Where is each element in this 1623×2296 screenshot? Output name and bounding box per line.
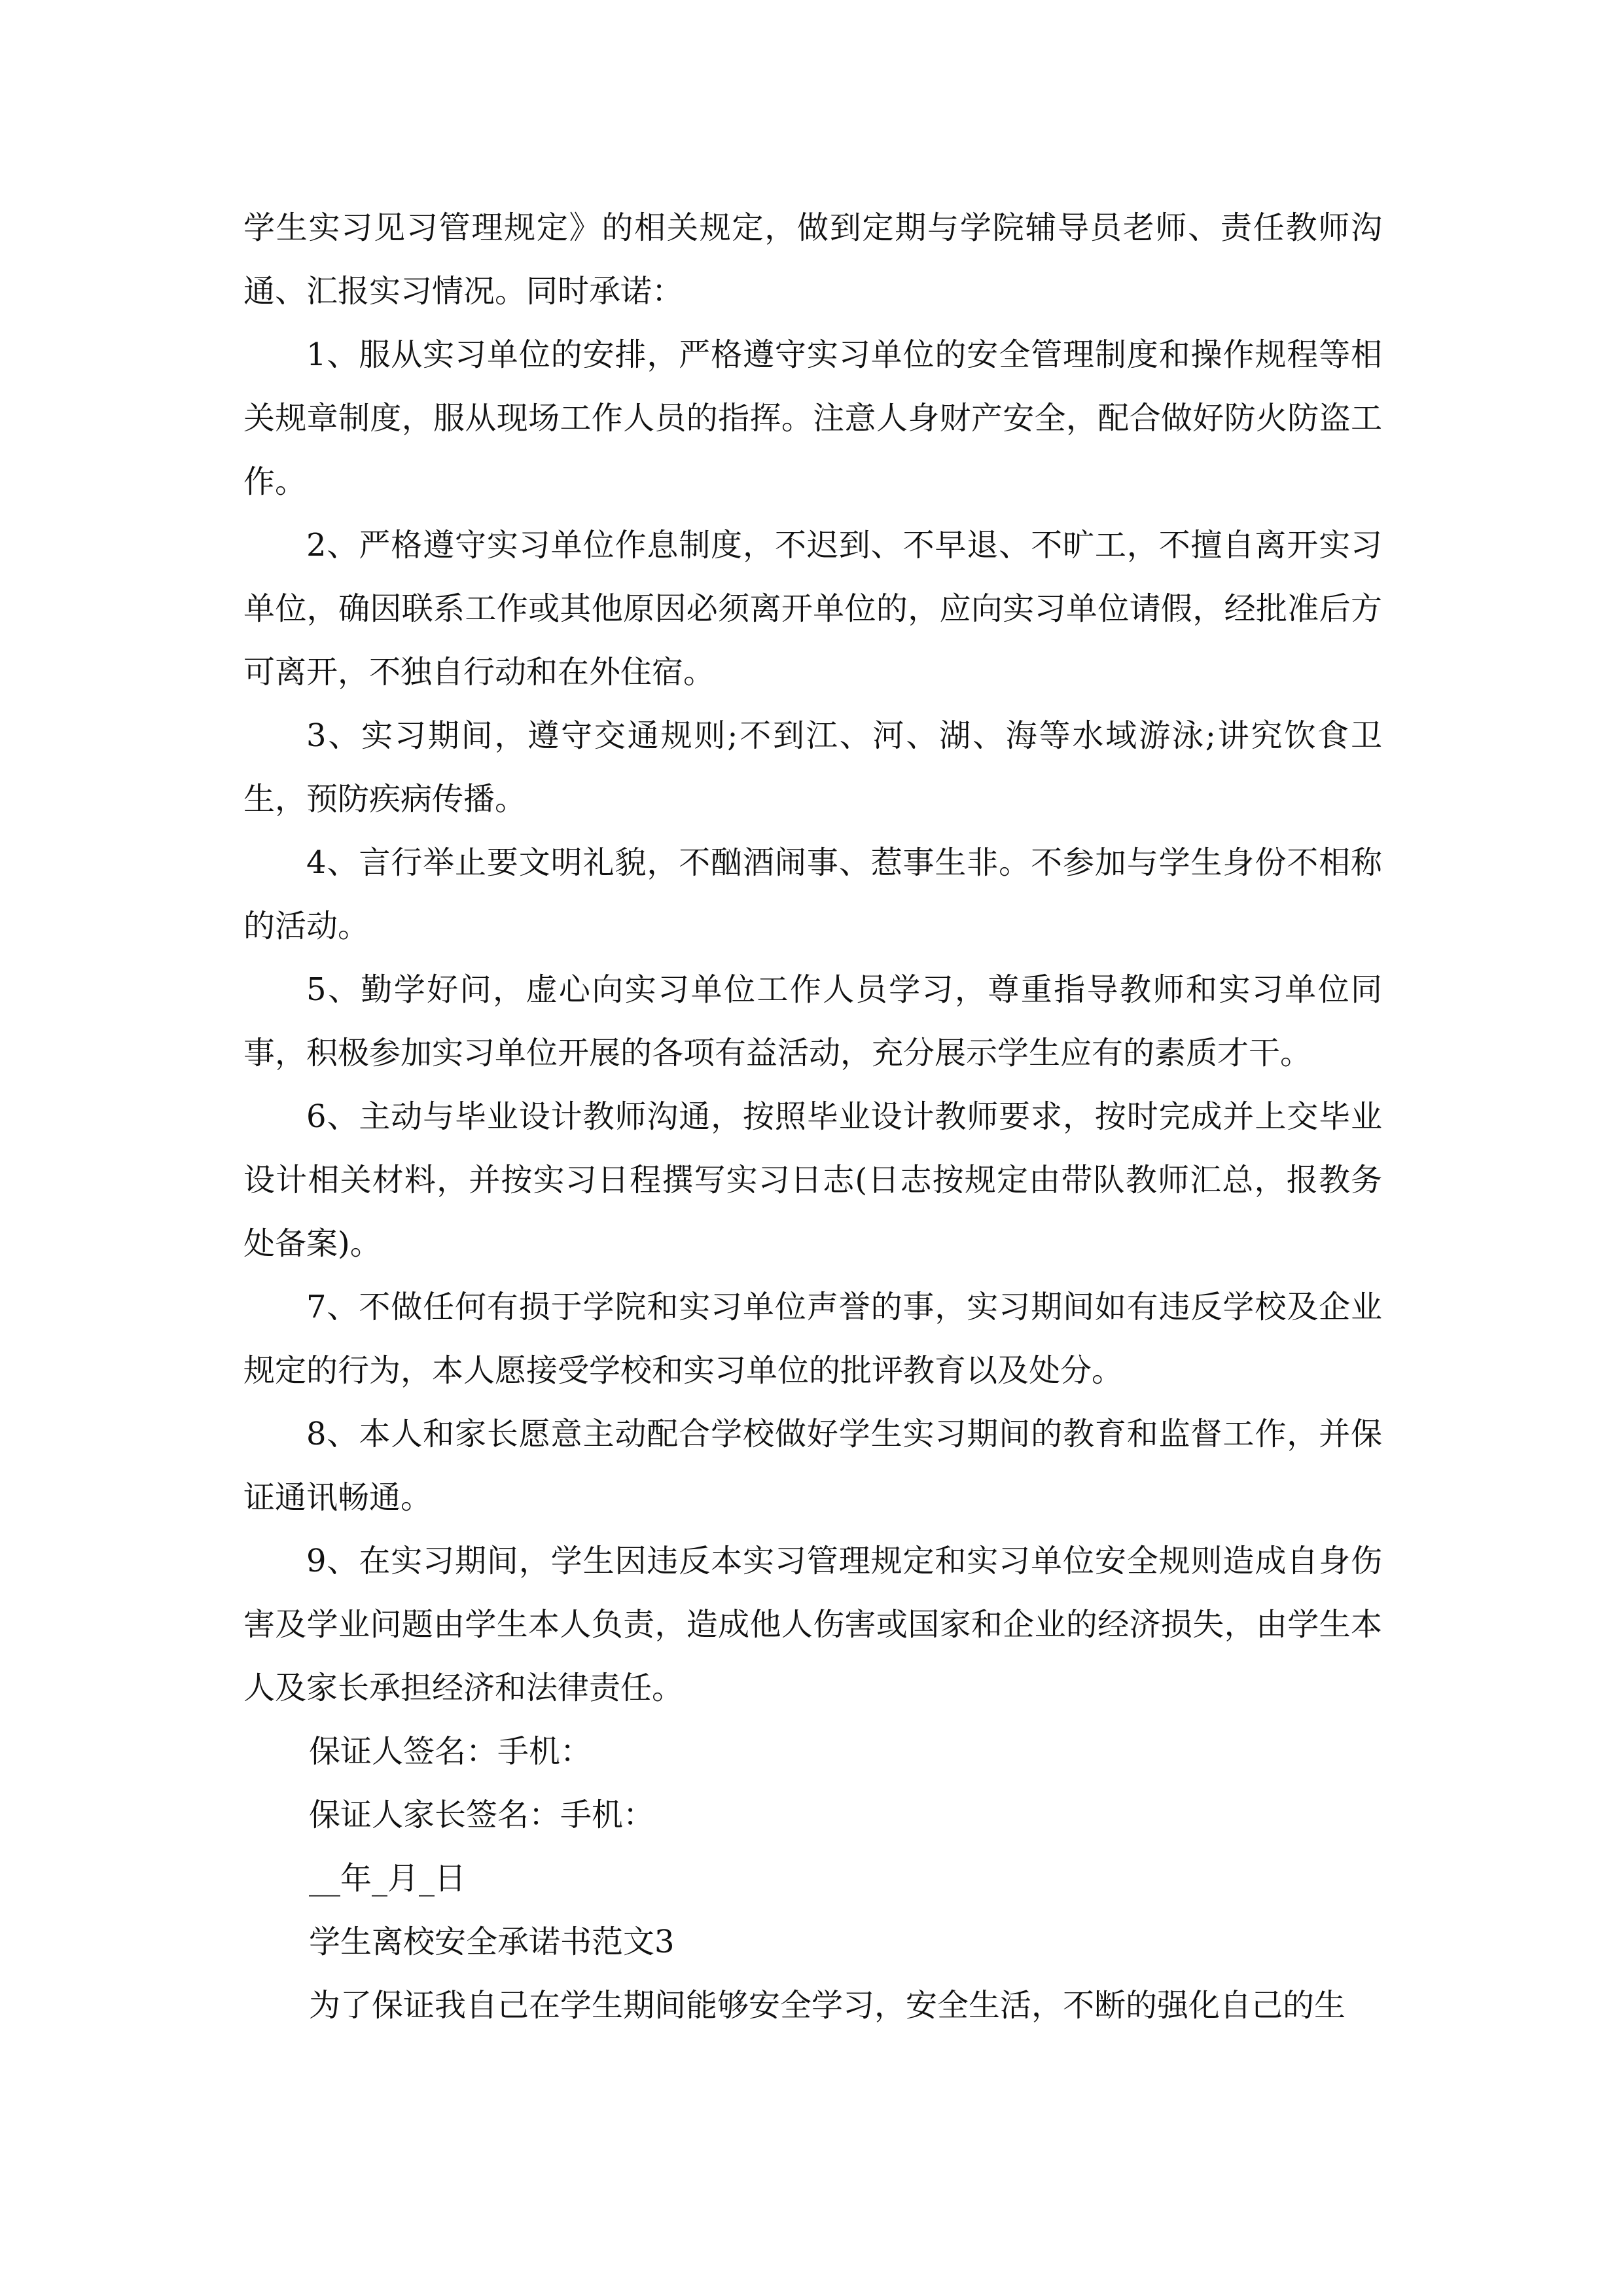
signature-student-line: 保证人签名：手机： — [309, 1733, 592, 1770]
paragraph-item-1: 1、服从实习单位的安排，严格遵守实习单位的安全管理制度和操作规程等相关规章制度，服从现场工作人员的指挥。注意人身财产安全，配合做好防火防盗工作。 — [243, 336, 1382, 500]
paragraph-item-7: 7、不做任何有损于学院和实习单位声誉的事，实习期间如有违反学校及企业规定的行为，本人愿接受学校和实习单位的批评教育以及处分。 — [243, 1289, 1382, 1389]
next-paragraph-start: 为了保证我自己在学生期间能够安全学习，安全生活，不断的强化自己的生 — [309, 1987, 1346, 2024]
date-line: __年_月_日 — [309, 1860, 467, 1897]
paragraph-item-3: 3、实习期间，遵守交通规则;不到江、河、湖、海等水域游泳;讲究饮食卫生，预防疾病传播。 — [243, 717, 1382, 817]
section-heading: 学生离校安全承诺书范文3 — [309, 1924, 675, 1960]
paragraph-item-4: 4、言行举止要文明礼貌，不酗酒闹事、惹事生非。不参加与学生身份不相称的活动。 — [243, 844, 1382, 944]
document-body — [243, 196, 1382, 2037]
paragraph-item-8: 8、本人和家长愿意主动配合学校做好学生实习期间的教育和监督工作，并保证通讯畅通。 — [243, 1416, 1382, 1516]
paragraph-item-6: 6、主动与毕业设计教师沟通，按照毕业设计教师要求，按时完成并上交毕业设计相关材料，并按实习日程撰写实习日志(日志按规定由带队教师汇总，报教务处备案)。 — [243, 1098, 1382, 1262]
paragraph-item-5: 5、勤学好问，虚心向实习单位工作人员学习，尊重指导教师和实习单位同事，积极参加实习单位开展的各项有益活动，充分展示学生应有的素质才干。 — [243, 971, 1382, 1071]
paragraph-intro-continuation: 学生实习见习管理规定》的相关规定，做到定期与学院辅导员老师、责任教师沟通、汇报实习情况。同时承诺： — [243, 209, 1382, 310]
paragraph-item-2: 2、严格遵守实习单位作息制度，不迟到、不早退、不旷工，不擅自离开实习单位，确因联系工作或其他原因必须离开单位的，应向实习单位请假，经批准后方可离开，不独自行动和在外住宿。 — [243, 527, 1382, 691]
signature-parent-line: 保证人家长签名：手机： — [309, 1797, 655, 1833]
paragraph-item-9: 9、在实习期间，学生因违反本实习管理规定和实习单位安全规则造成自身伤害及学业问题由学生本人负责，造成他人伤害或国家和企业的经济损失，由学生本人及家长承担经济和法律责任。 — [243, 1543, 1382, 1706]
